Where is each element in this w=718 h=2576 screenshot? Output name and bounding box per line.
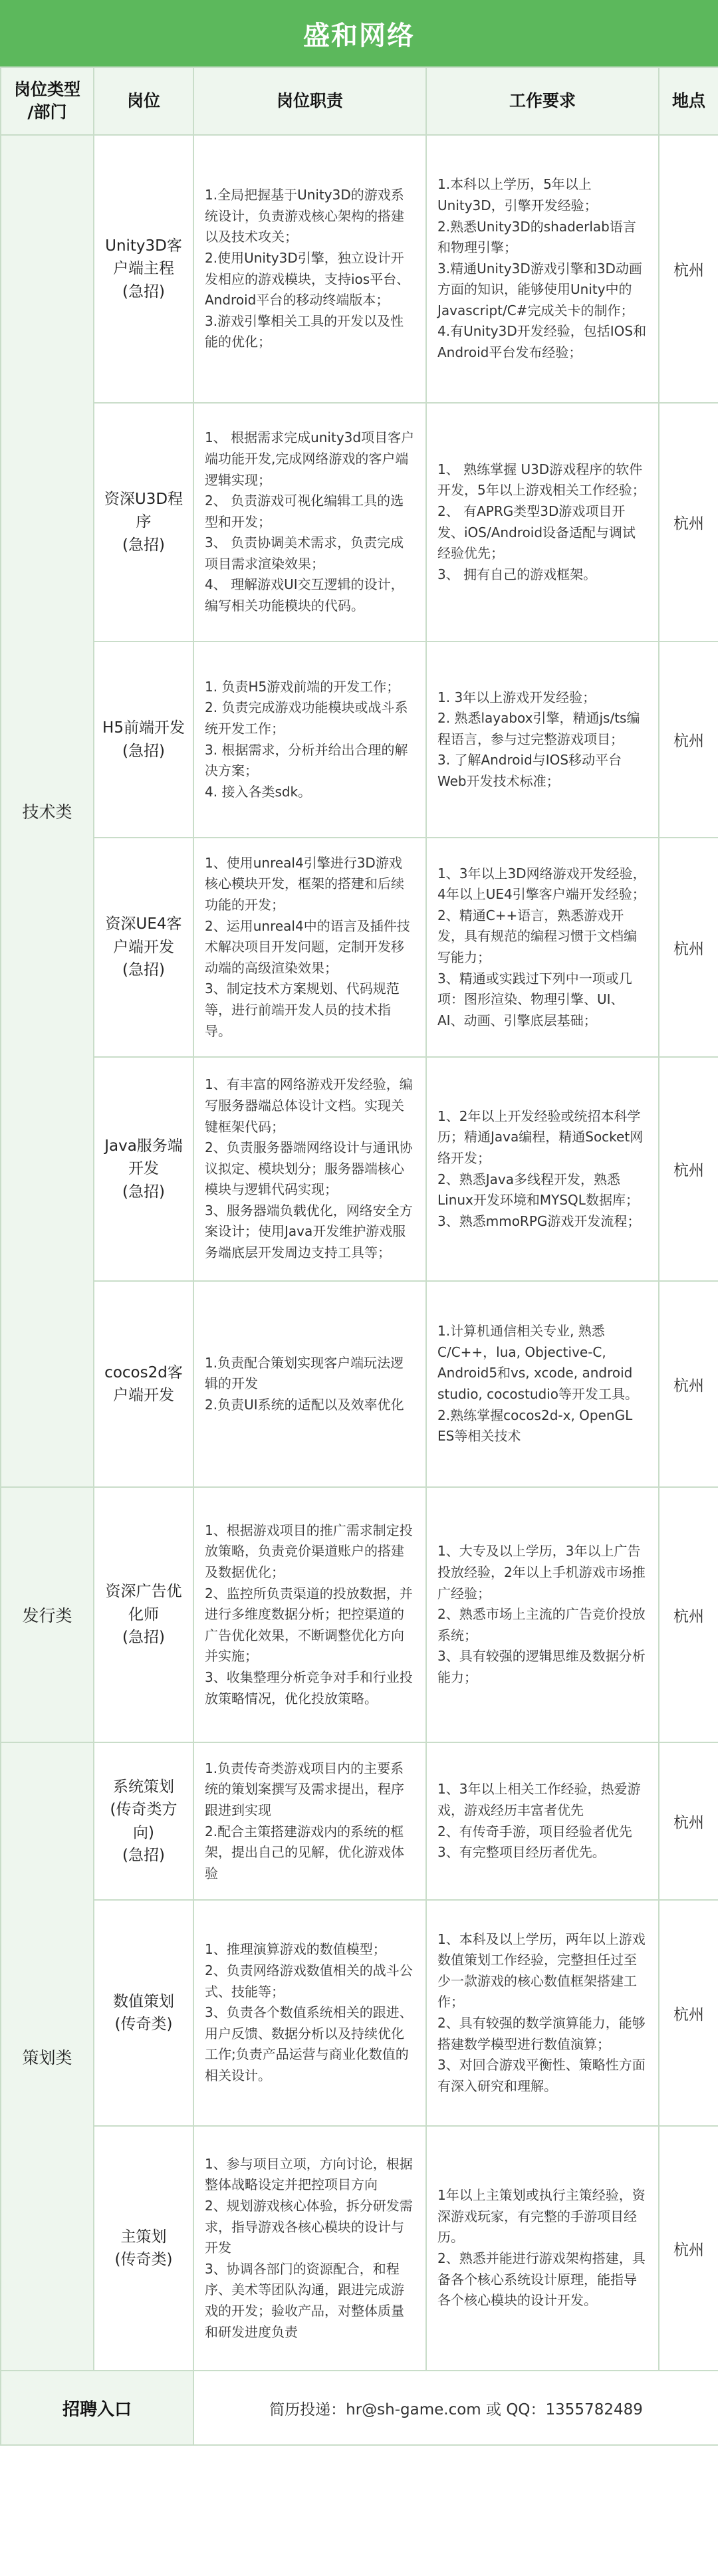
header-requirements: 工作要求	[426, 67, 659, 135]
table-row	[1, 1487, 718, 1742]
page-title: 盛和网络	[0, 0, 718, 66]
job-position: 系统策划 (传奇类方向) (急招)	[94, 1742, 193, 1900]
job-requirements: 1.本科以上学历，5年以上Unity3D，引擎开发经验； 2.熟悉Unity3D的shaderlab语言和物理引擎； 3.精通Unity3D游戏引擎和3D动画方面的知识，能够使用Unity中的Javascript/C#完成关卡的制作； 4.有Unity3D开发经验，包括IOS和Android平台发布经验；	[426, 135, 659, 403]
job-position: 资深UE4客户端开发 (急招)	[94, 838, 193, 1057]
job-requirements: 1、3年以上3D网络游戏开发经验，4年以上UE4引擎客户端开发经验； 2、精通C++语言，熟悉游戏开发，具有规范的编程习惯于文档编写能力； 3、精通或实践过下列中一项或几项：图形渲染、物理引擎、UI、AI、动画、引擎底层基础；	[426, 838, 659, 1057]
category-design: 策划类	[1, 1742, 94, 2371]
header-position: 岗位	[94, 67, 193, 135]
job-duties: 1、使用unreal4引擎进行3D游戏核心模块开发，框架的搭建和后续功能的开发； 2、运用unreal4中的语言及插件技术解决项目开发问题，定制开发移动端的高级渲染效果； 3、制定技术方案规划、代码规范等，进行前端开发人员的技术指导。	[193, 838, 426, 1057]
table-row	[1, 642, 718, 838]
category-publish: 发行类	[1, 1487, 94, 1742]
footer-row	[1, 2371, 718, 2445]
job-location: 杭州	[659, 1742, 718, 1900]
job-location: 杭州	[659, 1057, 718, 1281]
job-location: 杭州	[659, 1900, 718, 2126]
header-category: 岗位类型 /部门	[1, 67, 94, 135]
job-position: 数值策划 (传奇类)	[94, 1900, 193, 2126]
job-position: Java服务端开发 (急招)	[94, 1057, 193, 1281]
job-position: Unity3D客户端主程 (急招)	[94, 135, 193, 403]
jobs-table	[0, 66, 718, 2446]
table-row	[1, 838, 718, 1057]
table-header-row	[1, 67, 718, 135]
job-requirements: 1、 熟练掌握 U3D游戏程序的软件开发，5年以上游戏相关工作经验； 2、 有APRG类型3D游戏项目开发、iOS/Android设备适配与调试经验优先； 3、 拥有自己的游戏框架。	[426, 403, 659, 642]
header-location: 地点	[659, 67, 718, 135]
job-requirements: 1年以上主策划或执行主策经验，资深游戏玩家，有完整的手游项目经历。 2、熟悉并能进行游戏架构搭建，具备各个核心系统设计原理，能指导各个核心模块的设计开发。	[426, 2126, 659, 2371]
table-row	[1, 1281, 718, 1487]
job-duties: 1、有丰富的网络游戏开发经验，编写服务器端总体设计文档。实现关键框架代码； 2、负责服务器端网络设计与通讯协议拟定、模块划分；服务器端核心模块与逻辑代码实现； 3、服务器端负载优化，网络安全方案设计；使用Java开发维护游戏服务端底层开发周边支持工具等；	[193, 1057, 426, 1281]
job-requirements: 1.计算机通信相关专业, 熟悉C/C++，lua, Objective-C, Android5和vs, xcode, android studio, cocostudio等开发工具。 2.熟练掌握cocos2d-x, OpenGL ES等相关技术	[426, 1281, 659, 1487]
table-row	[1, 1900, 718, 2126]
table-row	[1, 1742, 718, 1900]
job-requirements: 1、3年以上相关工作经验，热爱游戏，游戏经历丰富者优先 2、有传奇手游，项目经验者优先 3、有完整项目经历者优先。	[426, 1742, 659, 1900]
job-position: H5前端开发 (急招)	[94, 642, 193, 838]
job-duties: 1. 负责H5游戏前端的开发工作； 2. 负责完成游戏功能模块或战斗系统开发工作； 3. 根据需求，分析并给出合理的解决方案； 4. 接入各类sdk。	[193, 642, 426, 838]
header-duties: 岗位职责	[193, 67, 426, 135]
table-row	[1, 1057, 718, 1281]
job-requirements: 1、2年以上开发经验或统招本科学历；精通Java编程，精通Socket网络开发； 2、熟悉Java多线程开发，熟悉Linux开发环境和MYSQL数据库； 3、熟悉mmoRPG游戏开发流程；	[426, 1057, 659, 1281]
job-duties: 1.全局把握基于Unity3D的游戏系统设计，负责游戏核心架构的搭建以及技术攻关； 2.使用Unity3D引擎，独立设计开发相应的游戏模块，支持ios平台、Android平台的移动终端版本； 3.游戏引擎相关工具的开发以及性能的优化；	[193, 135, 426, 403]
job-location: 杭州	[659, 2126, 718, 2371]
job-duties: 1、根据游戏项目的推广需求制定投放策略，负责竞价渠道账户的搭建及数据优化； 2、监控所负责渠道的投放数据，并进行多维度数据分析；把控渠道的广告优化效果，不断调整优化方向并实施； 3、收集整理分析竞争对手和行业投放策略情况，优化投放策略。	[193, 1487, 426, 1742]
job-duties: 1.负责传奇类游戏项目内的主要系统的策划案撰写及需求提出，程序跟进到实现 2.配合主策搭建游戏内的系统的框架，提出自己的见解，优化游戏体验	[193, 1742, 426, 1900]
job-position: 资深广告优化师 (急招)	[94, 1487, 193, 1742]
job-position: cocos2d客户端开发	[94, 1281, 193, 1487]
table-row	[1, 403, 718, 642]
job-duties: 1、推理演算游戏的数值模型； 2、负责网络游戏数值相关的战斗公式、技能等； 3、负责各个数值系统相关的跟进、用户反馈、数据分析以及持续优化工作;负责产品运营与商业化数值的相关设计。	[193, 1900, 426, 2126]
job-requirements: 1. 3年以上游戏开发经验； 2. 熟悉layabox引擎，精通js/ts编程语言，参与过完整游戏项目； 3. 了解Android与IOS移动平台Web开发技术标准；	[426, 642, 659, 838]
job-position: 资深U3D程序 (急招)	[94, 403, 193, 642]
job-location: 杭州	[659, 1281, 718, 1487]
job-requirements: 1、大专及以上学历，3年以上广告投放经验，2年以上手机游戏市场推广经验； 2、熟悉市场上主流的广告竞价投放系统； 3、具有较强的逻辑思维及数据分析能力；	[426, 1487, 659, 1742]
job-location: 杭州	[659, 135, 718, 403]
job-location: 杭州	[659, 642, 718, 838]
job-duties: 1、参与项目立项，方向讨论，根据整体战略设定并把控项目方向 2、规划游戏核心体验，拆分研发需求，指导游戏各核心模块的设计与开发 3、协调各部门的资源配合，和程序、美术等团队沟通，跟进完成游戏的开发；验收产品，对整体质量和研发进度负责	[193, 2126, 426, 2371]
apply-contact[interactable]: 简历投递：hr@sh-game.com 或 QQ：1355782489	[193, 2371, 718, 2445]
category-tech: 技术类	[1, 135, 94, 1487]
job-duties: 1、 根据需求完成unity3d项目客户端功能开发,完成网络游戏的客户端逻辑实现； 2、 负责游戏可视化编辑工具的选型和开发； 3、 负责协调美术需求，负责完成项目需求渲染效果； 4、 理解游戏UI交互逻辑的设计，编写相关功能模块的代码。	[193, 403, 426, 642]
job-location: 杭州	[659, 403, 718, 642]
job-location: 杭州	[659, 838, 718, 1057]
job-duties: 1.负责配合策划实现客户端玩法逻辑的开发 2.负责UI系统的适配以及效率优化	[193, 1281, 426, 1487]
table-row	[1, 135, 718, 403]
table-row	[1, 2126, 718, 2371]
job-location: 杭州	[659, 1487, 718, 1742]
apply-entry-label: 招聘入口	[1, 2371, 193, 2445]
job-requirements: 1、本科及以上学历，两年以上游戏数值策划工作经验，完整担任过至少一款游戏的核心数值框架搭建工作； 2、具有较强的数学演算能力，能够搭建数学模型进行数值演算； 3、对回合游戏平衡性、策略性方面有深入研究和理解。	[426, 1900, 659, 2126]
job-position: 主策划 (传奇类)	[94, 2126, 193, 2371]
